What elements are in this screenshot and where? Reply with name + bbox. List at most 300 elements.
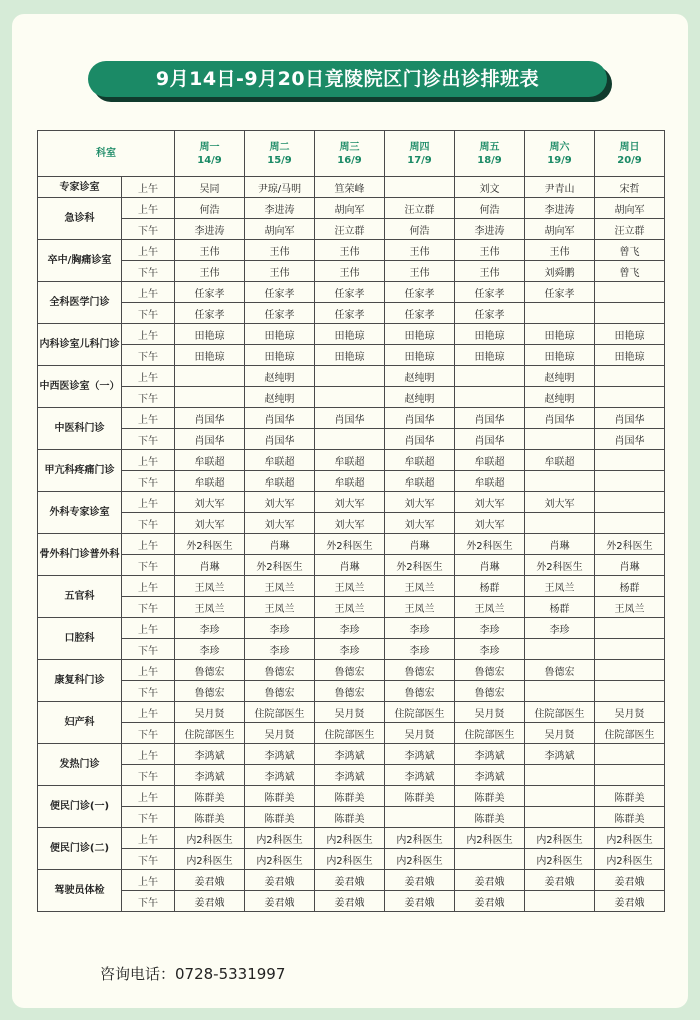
doctor-cell: 任家孝	[245, 282, 315, 303]
table-row	[38, 807, 665, 828]
doctor-cell: 吴月贤	[245, 723, 315, 744]
table-row	[38, 429, 665, 450]
time-slot: 下午	[122, 555, 175, 576]
department-name: 五官科	[38, 576, 122, 618]
doctor-cell: 任家孝	[315, 282, 385, 303]
doctor-cell: 王伟	[385, 240, 455, 261]
doctor-cell: 牟联超	[315, 471, 385, 492]
table-row	[38, 828, 665, 849]
doctor-cell: 赵纯明	[525, 387, 595, 408]
time-slot: 上午	[122, 492, 175, 513]
table-row	[38, 366, 665, 387]
doctor-cell: 刘大军	[525, 492, 595, 513]
doctor-cell	[525, 429, 595, 450]
day-header	[315, 131, 385, 177]
time-slot: 上午	[122, 366, 175, 387]
doctor-cell: 任家孝	[245, 303, 315, 324]
time-slot: 下午	[122, 429, 175, 450]
doctor-cell	[595, 744, 665, 765]
doctor-cell: 李珍	[315, 639, 385, 660]
doctor-cell: 鲁德宏	[245, 660, 315, 681]
doctor-cell	[315, 366, 385, 387]
doctor-cell: 曾飞	[595, 240, 665, 261]
doctor-cell: 王凤兰	[455, 597, 525, 618]
doctor-cell: 田艳琼	[315, 324, 385, 345]
doctor-cell: 曾飞	[595, 261, 665, 282]
doctor-cell: 刘大军	[315, 513, 385, 534]
doctor-cell: 田艳琼	[525, 345, 595, 366]
day-name: 周二	[269, 141, 290, 153]
doctor-cell: 肖国华	[595, 408, 665, 429]
doctor-cell: 王凤兰	[175, 576, 245, 597]
doctor-cell	[525, 513, 595, 534]
doctor-cell: 任家孝	[385, 282, 455, 303]
doctor-cell: 住院部医生	[245, 702, 315, 723]
doctor-cell: 尹琼/马明	[245, 177, 315, 198]
doctor-cell: 王凤兰	[245, 597, 315, 618]
doctor-cell: 姜君娥	[385, 870, 455, 891]
doctor-cell	[595, 471, 665, 492]
doctor-cell	[385, 807, 455, 828]
time-slot: 上午	[122, 828, 175, 849]
doctor-cell: 吴月贤	[525, 723, 595, 744]
doctor-cell: 姜君娥	[595, 891, 665, 912]
doctor-cell: 汪立群	[385, 198, 455, 219]
doctor-cell: 王伟	[245, 240, 315, 261]
doctor-cell: 鲁德宏	[385, 660, 455, 681]
doctor-cell: 王凤兰	[595, 597, 665, 618]
table-row	[38, 786, 665, 807]
table-row	[38, 849, 665, 870]
doctor-cell: 肖琳	[385, 534, 455, 555]
time-slot: 下午	[122, 219, 175, 240]
doctor-cell: 田艳琼	[595, 345, 665, 366]
doctor-cell: 汪立群	[595, 219, 665, 240]
doctor-cell: 陈群美	[455, 786, 525, 807]
doctor-cell	[595, 450, 665, 471]
doctor-cell: 王伟	[245, 261, 315, 282]
doctor-cell: 李进涛	[525, 198, 595, 219]
doctor-cell: 住院部医生	[455, 723, 525, 744]
doctor-cell: 鲁德宏	[455, 681, 525, 702]
time-slot: 下午	[122, 471, 175, 492]
doctor-cell: 任家孝	[175, 282, 245, 303]
doctor-cell: 李珍	[175, 639, 245, 660]
doctor-cell: 陈群美	[175, 786, 245, 807]
doctor-cell	[595, 660, 665, 681]
doctor-cell: 李进涛	[175, 219, 245, 240]
doctor-cell: 王凤兰	[385, 597, 455, 618]
doctor-cell	[595, 765, 665, 786]
time-slot: 下午	[122, 261, 175, 282]
table-row	[38, 408, 665, 429]
doctor-cell	[315, 387, 385, 408]
day-name: 周六	[549, 141, 570, 153]
doctor-cell: 吴同	[175, 177, 245, 198]
table-row	[38, 744, 665, 765]
doctor-cell: 肖国华	[385, 408, 455, 429]
doctor-cell: 田艳琼	[315, 345, 385, 366]
doctor-cell: 肖国华	[385, 429, 455, 450]
doctor-cell: 王伟	[175, 240, 245, 261]
doctor-cell: 住院部医生	[315, 723, 385, 744]
doctor-cell: 肖琳	[245, 534, 315, 555]
table-row	[38, 660, 665, 681]
doctor-cell: 刘大军	[175, 492, 245, 513]
doctor-cell: 刘文	[455, 177, 525, 198]
doctor-cell: 田艳琼	[245, 345, 315, 366]
department-name: 全科医学门诊	[38, 282, 122, 324]
table-row	[38, 198, 665, 219]
doctor-cell: 胡向军	[245, 219, 315, 240]
table-row	[38, 870, 665, 891]
doctor-cell: 鲁德宏	[245, 681, 315, 702]
doctor-cell: 李珍	[245, 639, 315, 660]
department-name: 康复科门诊	[38, 660, 122, 702]
doctor-cell	[595, 681, 665, 702]
doctor-cell: 肖国华	[245, 408, 315, 429]
doctor-cell: 吴月贤	[175, 702, 245, 723]
doctor-cell: 李进涛	[245, 198, 315, 219]
doctor-cell: 赵纯明	[525, 366, 595, 387]
doctor-cell	[525, 471, 595, 492]
doctor-cell	[525, 765, 595, 786]
doctor-cell	[595, 282, 665, 303]
time-slot: 上午	[122, 576, 175, 597]
doctor-cell	[525, 891, 595, 912]
doctor-cell: 陈群美	[595, 786, 665, 807]
doctor-cell: 肖国华	[315, 408, 385, 429]
doctor-cell: 肖国华	[525, 408, 595, 429]
doctor-cell: 牟联超	[175, 450, 245, 471]
time-slot: 下午	[122, 849, 175, 870]
doctor-cell: 鲁德宏	[525, 660, 595, 681]
time-slot: 上午	[122, 660, 175, 681]
doctor-cell: 牟联超	[315, 450, 385, 471]
department-name: 骨外科门诊普外科	[38, 534, 122, 576]
doctor-cell: 任家孝	[175, 303, 245, 324]
time-slot: 上午	[122, 240, 175, 261]
doctor-cell: 任家孝	[455, 282, 525, 303]
doctor-cell: 田艳琼	[385, 324, 455, 345]
table-row	[38, 450, 665, 471]
doctor-cell	[455, 849, 525, 870]
doctor-cell: 李鸿斌	[245, 765, 315, 786]
doctor-cell: 内2科医生	[595, 828, 665, 849]
doctor-cell: 住院部医生	[385, 702, 455, 723]
doctor-cell: 外2科医生	[245, 555, 315, 576]
doctor-cell: 牟联超	[385, 450, 455, 471]
doctor-cell: 肖琳	[175, 555, 245, 576]
doctor-cell: 内2科医生	[385, 828, 455, 849]
time-slot: 上午	[122, 177, 175, 198]
day-name: 周日	[619, 141, 640, 153]
time-slot: 上午	[122, 324, 175, 345]
time-slot: 上午	[122, 534, 175, 555]
day-header	[385, 131, 455, 177]
doctor-cell: 李珍	[455, 618, 525, 639]
doctor-cell: 任家孝	[315, 303, 385, 324]
doctor-cell: 肖国华	[455, 429, 525, 450]
doctor-cell: 田艳琼	[175, 324, 245, 345]
doctor-cell: 姜君娥	[525, 870, 595, 891]
day-date: 18/9	[477, 154, 502, 166]
doctor-cell: 李鸿斌	[175, 765, 245, 786]
doctor-cell	[595, 492, 665, 513]
doctor-cell: 李珍	[245, 618, 315, 639]
department-name: 甲亢科疼痛门诊	[38, 450, 122, 492]
doctor-cell: 陈群美	[315, 786, 385, 807]
doctor-cell: 刘大军	[455, 513, 525, 534]
doctor-cell	[525, 639, 595, 660]
schedule-table	[37, 130, 665, 912]
department-name: 专家诊室	[38, 177, 122, 198]
department-name: 内科诊室儿科门诊	[38, 324, 122, 366]
schedule-body	[38, 177, 665, 912]
time-slot: 上午	[122, 450, 175, 471]
doctor-cell: 内2科医生	[525, 849, 595, 870]
doctor-cell: 鲁德宏	[455, 660, 525, 681]
doctor-cell: 内2科医生	[455, 828, 525, 849]
doctor-cell	[455, 366, 525, 387]
day-header	[525, 131, 595, 177]
doctor-cell: 刘大军	[245, 492, 315, 513]
time-slot: 下午	[122, 891, 175, 912]
doctor-cell: 姜君娥	[455, 870, 525, 891]
doctor-cell: 李进涛	[455, 219, 525, 240]
doctor-cell: 陈群美	[385, 786, 455, 807]
doctor-cell: 肖国华	[245, 429, 315, 450]
time-slot: 下午	[122, 765, 175, 786]
title-banner	[88, 61, 612, 97]
doctor-cell: 李鸿斌	[175, 744, 245, 765]
doctor-cell: 李珍	[385, 639, 455, 660]
doctor-cell: 刘舜鹏	[525, 261, 595, 282]
day-name: 周一	[199, 141, 220, 153]
doctor-cell: 牟联超	[525, 450, 595, 471]
table-row	[38, 681, 665, 702]
table-row	[38, 240, 665, 261]
doctor-cell: 李鸿斌	[315, 744, 385, 765]
doctor-cell: 内2科医生	[245, 849, 315, 870]
day-date: 19/9	[547, 154, 572, 166]
table-row	[38, 618, 665, 639]
dept-header: 科室	[38, 131, 175, 177]
doctor-cell: 刘大军	[385, 513, 455, 534]
department-name: 中医科门诊	[38, 408, 122, 450]
doctor-cell: 刘大军	[385, 492, 455, 513]
day-name: 周三	[339, 141, 360, 153]
doctor-cell: 肖琳	[595, 555, 665, 576]
doctor-cell: 姜君娥	[455, 891, 525, 912]
time-slot: 上午	[122, 744, 175, 765]
table-row	[38, 576, 665, 597]
doctor-cell: 陈群美	[245, 807, 315, 828]
doctor-cell	[595, 618, 665, 639]
doctor-cell	[595, 387, 665, 408]
department-name: 外科专家诊室	[38, 492, 122, 534]
doctor-cell: 牟联超	[455, 471, 525, 492]
doctor-cell: 李鸿斌	[455, 765, 525, 786]
doctor-cell: 陈群美	[595, 807, 665, 828]
doctor-cell	[525, 786, 595, 807]
table-row	[38, 534, 665, 555]
doctor-cell: 胡向军	[595, 198, 665, 219]
doctor-cell: 牟联超	[245, 450, 315, 471]
table-row	[38, 387, 665, 408]
doctor-cell: 肖琳	[455, 555, 525, 576]
table-row	[38, 765, 665, 786]
doctor-cell: 外2科医生	[595, 534, 665, 555]
doctor-cell: 姜君娥	[175, 891, 245, 912]
doctor-cell: 住院部医生	[525, 702, 595, 723]
doctor-cell: 赵纯明	[245, 366, 315, 387]
doctor-cell: 王伟	[175, 261, 245, 282]
time-slot: 上午	[122, 786, 175, 807]
doctor-cell: 赵纯明	[385, 366, 455, 387]
day-date: 16/9	[337, 154, 362, 166]
doctor-cell: 陈群美	[175, 807, 245, 828]
doctor-cell: 何浩	[455, 198, 525, 219]
table-row	[38, 702, 665, 723]
time-slot: 下午	[122, 807, 175, 828]
doctor-cell: 外2科医生	[385, 555, 455, 576]
time-slot: 上午	[122, 408, 175, 429]
doctor-cell: 田艳琼	[175, 345, 245, 366]
doctor-cell: 李珍	[525, 618, 595, 639]
doctor-cell: 牟联超	[175, 471, 245, 492]
time-slot: 下午	[122, 681, 175, 702]
day-date: 14/9	[197, 154, 222, 166]
day-header	[455, 131, 525, 177]
doctor-cell: 田艳琼	[455, 324, 525, 345]
doctor-cell: 杨群	[525, 597, 595, 618]
doctor-cell: 李鸿斌	[385, 744, 455, 765]
doctor-cell: 王伟	[525, 240, 595, 261]
doctor-cell: 肖国华	[455, 408, 525, 429]
doctor-cell: 任家孝	[455, 303, 525, 324]
doctor-cell: 内2科医生	[245, 828, 315, 849]
time-slot: 上午	[122, 282, 175, 303]
doctor-cell: 吴月贤	[595, 702, 665, 723]
doctor-cell: 王凤兰	[385, 576, 455, 597]
doctor-cell: 鲁德宏	[315, 660, 385, 681]
doctor-cell: 笪荣峰	[315, 177, 385, 198]
doctor-cell: 王凤兰	[315, 597, 385, 618]
doctor-cell: 陈群美	[315, 807, 385, 828]
time-slot: 下午	[122, 387, 175, 408]
doctor-cell: 姜君娥	[315, 870, 385, 891]
doctor-cell: 王凤兰	[315, 576, 385, 597]
time-slot: 下午	[122, 639, 175, 660]
doctor-cell: 鲁德宏	[175, 660, 245, 681]
doctor-cell: 内2科医生	[595, 849, 665, 870]
department-name: 口腔科	[38, 618, 122, 660]
doctor-cell: 李珍	[175, 618, 245, 639]
table-row	[38, 471, 665, 492]
doctor-cell: 牟联超	[385, 471, 455, 492]
doctor-cell: 尹青山	[525, 177, 595, 198]
doctor-cell: 王伟	[455, 261, 525, 282]
table-row	[38, 345, 665, 366]
doctor-cell	[595, 513, 665, 534]
doctor-cell: 外2科医生	[315, 534, 385, 555]
page-title: 9月14日-9月20日竟陵院区门诊出诊排班表	[88, 61, 607, 97]
table-row	[38, 513, 665, 534]
table-row	[38, 177, 665, 198]
day-header	[245, 131, 315, 177]
doctor-cell	[385, 177, 455, 198]
doctor-cell: 姜君娥	[385, 891, 455, 912]
day-name: 周五	[479, 141, 500, 153]
doctor-cell	[595, 639, 665, 660]
doctor-cell: 内2科医生	[175, 849, 245, 870]
doctor-cell: 李珍	[385, 618, 455, 639]
department-name: 妇产科	[38, 702, 122, 744]
doctor-cell: 胡向军	[525, 219, 595, 240]
doctor-cell: 赵纯明	[385, 387, 455, 408]
doctor-cell: 赵纯明	[245, 387, 315, 408]
department-name: 便民门诊(一)	[38, 786, 122, 828]
doctor-cell: 牟联超	[455, 450, 525, 471]
doctor-cell: 陈群美	[455, 807, 525, 828]
table-row	[38, 555, 665, 576]
doctor-cell: 肖国华	[175, 429, 245, 450]
doctor-cell: 杨群	[595, 576, 665, 597]
doctor-cell: 李珍	[455, 639, 525, 660]
day-date: 17/9	[407, 154, 432, 166]
doctor-cell: 李珍	[315, 618, 385, 639]
doctor-cell: 李鸿斌	[385, 765, 455, 786]
doctor-cell: 王伟	[315, 261, 385, 282]
doctor-cell: 外2科医生	[175, 534, 245, 555]
doctor-cell: 肖琳	[525, 534, 595, 555]
doctor-cell: 何浩	[385, 219, 455, 240]
doctor-cell: 肖琳	[315, 555, 385, 576]
table-row	[38, 492, 665, 513]
table-row	[38, 597, 665, 618]
doctor-cell: 刘大军	[455, 492, 525, 513]
contact-phone: 咨询电话：0728-5331997	[100, 965, 286, 983]
doctor-cell: 任家孝	[525, 282, 595, 303]
department-name: 驾驶员体检	[38, 870, 122, 912]
time-slot: 下午	[122, 303, 175, 324]
table-row	[38, 891, 665, 912]
doctor-cell: 田艳琼	[525, 324, 595, 345]
doctor-cell: 姜君娥	[315, 891, 385, 912]
time-slot: 上午	[122, 618, 175, 639]
doctor-cell: 姜君娥	[245, 891, 315, 912]
doctor-cell	[175, 366, 245, 387]
doctor-cell: 王伟	[455, 240, 525, 261]
time-slot: 上午	[122, 702, 175, 723]
doctor-cell: 王伟	[315, 240, 385, 261]
doctor-cell: 王伟	[385, 261, 455, 282]
doctor-cell: 任家孝	[385, 303, 455, 324]
doctor-cell: 吴月贤	[455, 702, 525, 723]
doctor-cell: 王凤兰	[175, 597, 245, 618]
doctor-cell: 住院部医生	[595, 723, 665, 744]
table-row	[38, 639, 665, 660]
doctor-cell	[315, 429, 385, 450]
department-name: 发热门诊	[38, 744, 122, 786]
department-name: 便民门诊(二)	[38, 828, 122, 870]
doctor-cell: 李鸿斌	[315, 765, 385, 786]
time-slot: 上午	[122, 870, 175, 891]
doctor-cell: 刘大军	[315, 492, 385, 513]
doctor-cell: 李鸿斌	[525, 744, 595, 765]
doctor-cell	[595, 303, 665, 324]
